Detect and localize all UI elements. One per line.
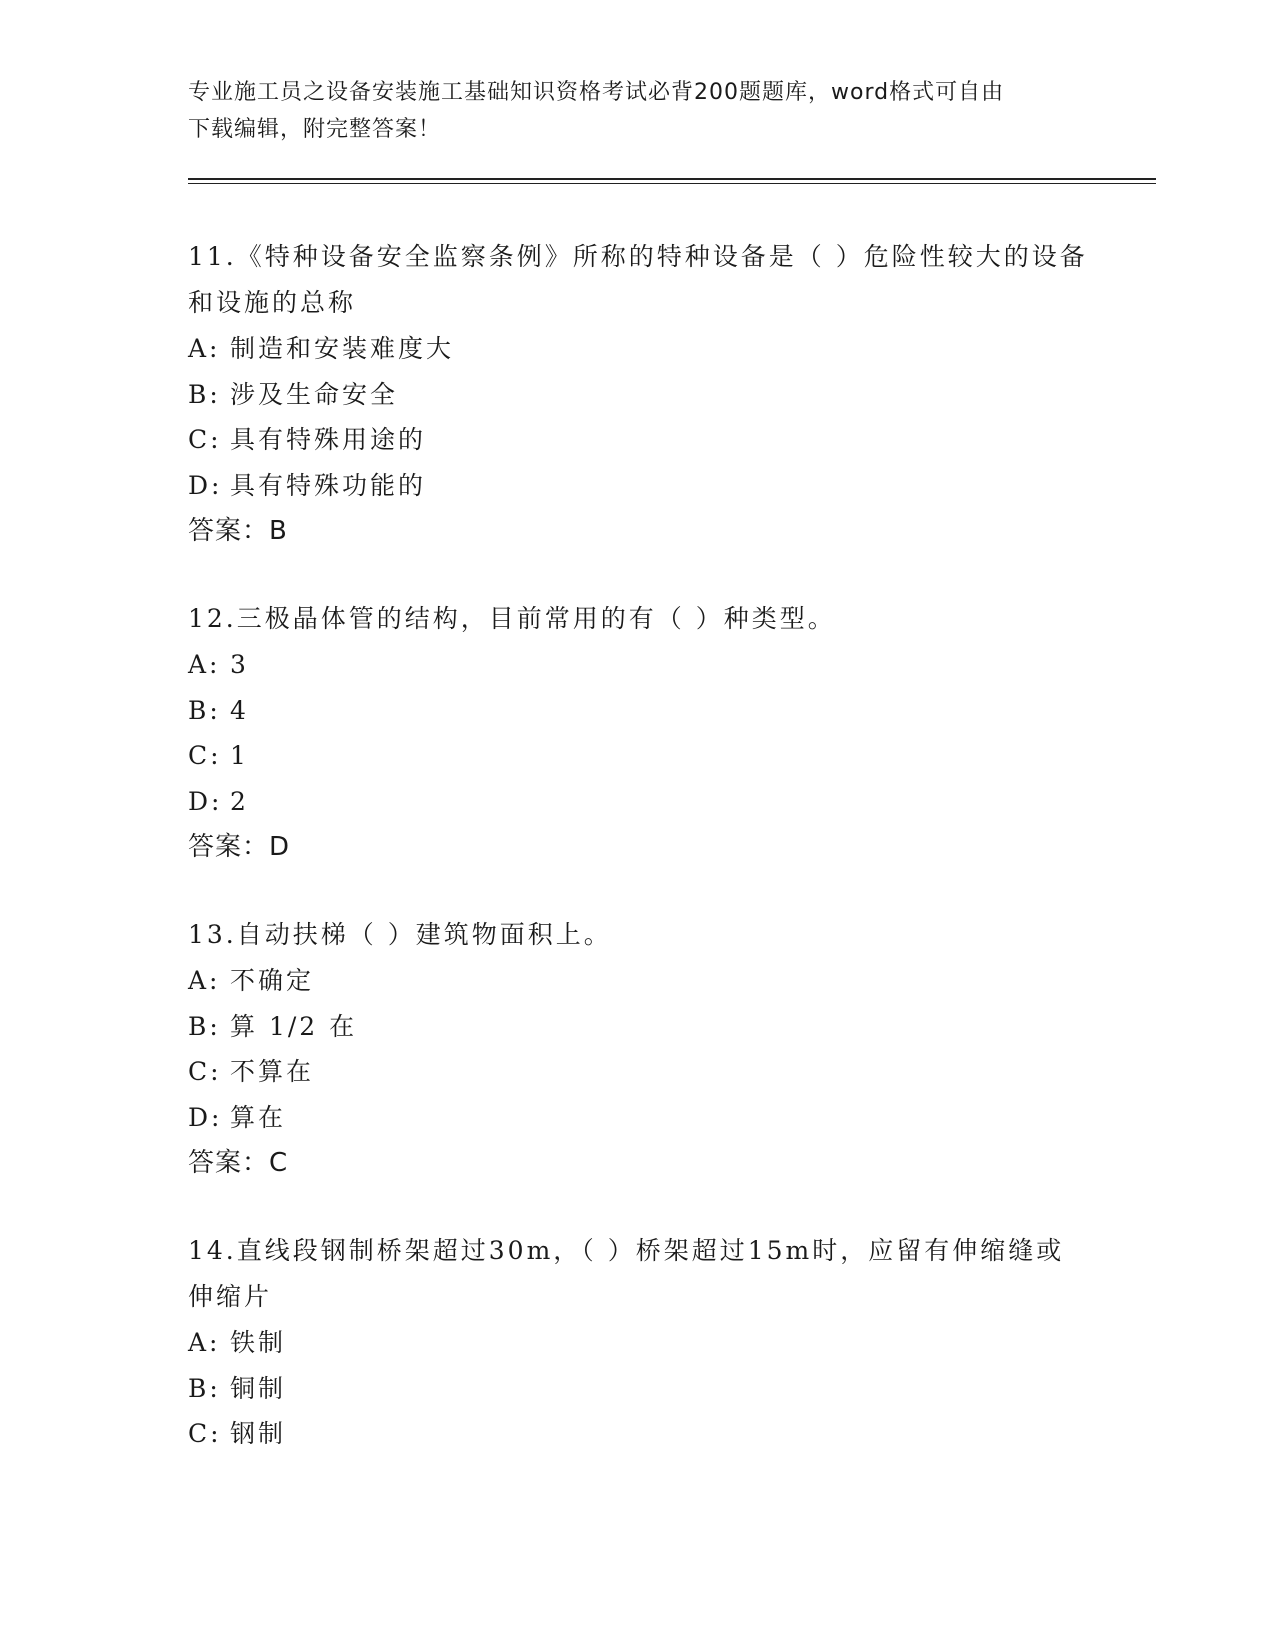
option-text: 涉及生命安全 (230, 379, 399, 409)
option-text: 具有特殊用途的 (230, 425, 427, 454)
question-14 (188, 1228, 1088, 1457)
option-letter: B: (188, 1373, 221, 1403)
answer-line: 答案：B (188, 516, 288, 546)
option-c (188, 1049, 1088, 1095)
option-letter: B: (188, 1011, 221, 1041)
option-letter: A: (188, 650, 221, 679)
option-letter: A: (188, 334, 221, 363)
option-letter: C: (188, 425, 222, 454)
option-letter: D: (188, 470, 223, 500)
option-d (188, 463, 1088, 509)
option-d (188, 779, 1088, 825)
option-a (188, 958, 1088, 1004)
option-letter: A: (188, 966, 221, 995)
question-text: 12.三极晶体管的结构，目前常用的有（ ）种类型。 (188, 604, 836, 633)
option-text: 3 (230, 650, 249, 679)
question-13 (188, 912, 1088, 1186)
option-a (188, 642, 1088, 688)
option-letter: D: (188, 1102, 223, 1132)
header-line-2: 下载编辑，附完整答案！ (188, 117, 442, 142)
document-header (188, 74, 1068, 148)
option-c (188, 733, 1088, 779)
option-text: 2 (230, 786, 249, 816)
question-12 (188, 596, 1088, 870)
option-d (188, 1095, 1088, 1141)
question-text: 11.《特种设备安全监察条例》所称的特种设备是（ ）危险性较大的设备和设施的总称 (188, 242, 1088, 317)
option-text: 铜制 (230, 1373, 287, 1403)
option-b (188, 688, 1088, 734)
option-text: 算 1/2 在 (230, 1011, 358, 1041)
option-letter: B: (188, 695, 221, 725)
option-text: 不确定 (230, 966, 315, 995)
header-divider (188, 178, 1156, 184)
answer-line: 答案：D (188, 832, 291, 862)
option-text: 不算在 (230, 1057, 315, 1086)
option-text: 铁制 (230, 1328, 287, 1357)
option-letter: C: (188, 1057, 222, 1086)
option-text: 具有特殊功能的 (230, 470, 427, 500)
option-a (188, 1320, 1088, 1366)
option-c (188, 417, 1088, 463)
option-letter: D: (188, 786, 223, 816)
option-b (188, 1366, 1088, 1412)
option-letter: C: (188, 1419, 222, 1448)
answer-line: 答案：C (188, 1148, 289, 1178)
option-a (188, 326, 1088, 372)
question-text: 14.直线段钢制桥架超过30m，（ ）桥架超过15m时，应留有伸缩缝或伸缩片 (188, 1236, 1065, 1311)
question-11 (188, 234, 1088, 554)
question-text: 13.自动扶梯（ ）建筑物面积上。 (188, 920, 612, 949)
option-c (188, 1411, 1088, 1457)
option-b (188, 1004, 1088, 1050)
option-text: 4 (230, 695, 249, 725)
option-text: 制造和安装难度大 (230, 334, 455, 363)
option-text: 1 (230, 741, 249, 770)
option-letter: C: (188, 741, 222, 770)
option-b (188, 372, 1088, 418)
header-line-1: 专业施工员之设备安装施工基础知识资格考试必背200题题库，word格式可自由 (188, 80, 1005, 105)
option-letter: A: (188, 1328, 221, 1357)
option-text: 算在 (230, 1102, 287, 1132)
option-text: 钢制 (230, 1419, 287, 1448)
option-letter: B: (188, 379, 221, 409)
question-list (188, 234, 1088, 1499)
